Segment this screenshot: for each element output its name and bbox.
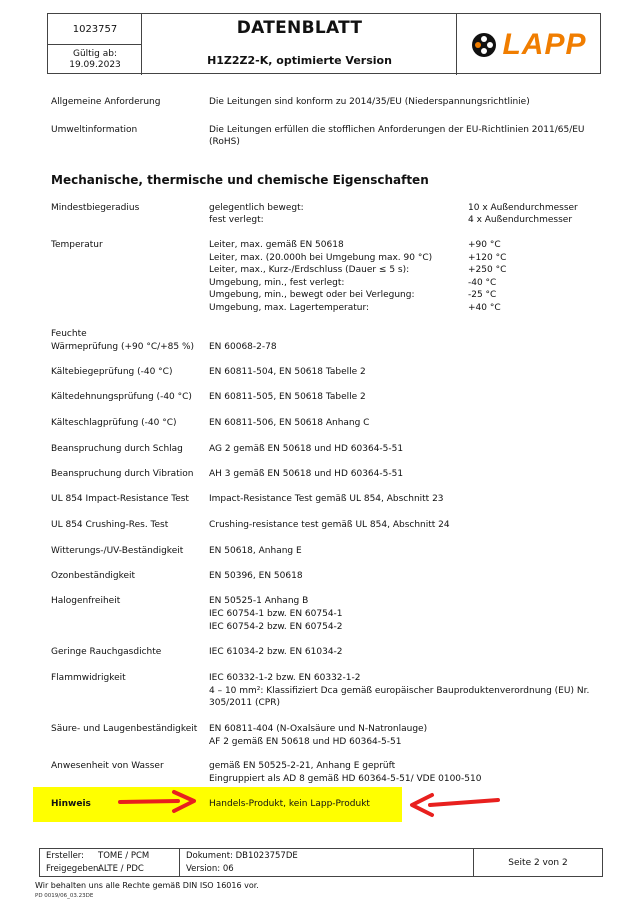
author-cell (40, 849, 180, 876)
product-name: H1Z2Z2-K, optimierte Version (207, 53, 392, 67)
flame-label: Flammwidrigkeit (51, 673, 126, 683)
bending-val: 10 x Außendurchmesser (468, 203, 578, 213)
smoke-value: IEC 61034-2 bzw. EN 61034-2 (209, 647, 343, 657)
halogen-value: IEC 60754-2 bzw. EN 60754-2 (209, 622, 343, 632)
document-footer (39, 848, 603, 877)
author-value: TOME / PCM (98, 851, 150, 861)
property-label: Ozonbeständigkeit (51, 571, 136, 581)
property-label: UL 854 Impact-Resistance Test (51, 494, 189, 504)
property-value: AH 3 gemäß EN 50618 und HD 60364-5-51 (209, 469, 404, 479)
document-cell (180, 849, 474, 876)
property-label: Kälteschlagprüfung (-40 °C) (51, 418, 177, 428)
bending-desc: fest verlegt: (209, 215, 264, 225)
bending-label: Mindestbiegeradius (51, 203, 140, 213)
property-value: EN 50396, EN 50618 (209, 571, 303, 581)
temperature-val: +120 °C (468, 252, 507, 263)
property-label: Witterungs-/UV-Beständigkeit (51, 546, 184, 556)
temperature-desc: Leiter, max. (20.000h bei Umgebung max. 90 °C) (209, 252, 433, 263)
property-value: EN 60811-505, EN 50618 Tabelle 2 (209, 392, 366, 402)
valid-label: Gültig ab: (72, 49, 118, 59)
doc-title: DATENBLATT (236, 17, 363, 38)
page-number: Seite 2 von 2 (508, 857, 568, 868)
hinweis-label: Hinweis (51, 799, 91, 809)
temperature-desc: Umgebung, min., bewegt oder bei Verlegung: (209, 290, 415, 300)
water-label: Anwesenheit von Wasser (51, 761, 164, 771)
acid-value: EN 60811-404 (N-Oxalsäure und N-Natronlauge) (209, 724, 428, 734)
halogen-value: IEC 60754-1 bzw. EN 60754-1 (209, 609, 343, 619)
general-requirement-value: Die Leitungen sind konform zu 2014/35/EU (Niederspannungsrichtlinie) (209, 97, 530, 107)
environment-label: Umweltinformation (51, 125, 138, 135)
doc-id-cell (48, 14, 142, 75)
approver-value: ALTE / PDC (98, 864, 144, 874)
humidity-value: EN 60068-2-78 (209, 342, 277, 352)
property-value: EN 60811-506, EN 50618 Anhang C (209, 418, 370, 428)
temperature-desc: Leiter, max., Kurz-/Erdschluss (Dauer ≤ 5 s): (209, 265, 410, 275)
property-value: AG 2 gemäß EN 50618 und HD 60364-5-51 (209, 444, 404, 454)
property-value: EN 60811-504, EN 50618 Tabelle 2 (209, 367, 366, 377)
temperature-label: Temperatur (51, 240, 103, 250)
temperature-val: +90 °C (468, 240, 501, 250)
environment-value-1: Die Leitungen erfüllen die stofflichen Anforderungen der EU-Richtlinien 2011/65/EU (209, 125, 585, 135)
water-value: gemäß EN 50525-2-21, Anhang E geprüft (209, 761, 396, 771)
property-value: Crushing-resistance test gemäß UL 854, Abschnitt 24 (209, 520, 450, 530)
property-label: Kältedehnungsprüfung (-40 °C) (51, 392, 192, 402)
flame-value: 305/2011 (CPR) (209, 698, 280, 708)
section-title: Mechanische, thermische und chemische Eigenschaften (51, 173, 429, 187)
rights-note: Wir behalten uns alle Rechte gemäß DIN ISO 16016 vor. (35, 881, 259, 890)
doc-number: 1023757 (48, 14, 142, 45)
humidity-label-2: Wärmeprüfung (+90 °C/+85 %) (51, 342, 195, 352)
form-code: PD 0019/06_03.23DE (35, 893, 94, 899)
property-label: Kältebiegeprüfung (-40 °C) (51, 367, 173, 377)
document-version: Version: 06 (186, 864, 234, 874)
approver-label: Freigegeben: (46, 864, 102, 874)
property-label: Beanspruchung durch Vibration (51, 469, 194, 479)
acid-value: AF 2 gemäß EN 50618 und HD 60364-5-51 (209, 737, 402, 747)
flame-value: IEC 60332-1-2 bzw. EN 60332-1-2 (209, 673, 361, 683)
temperature-desc: Leiter, max. gemäß EN 50618 (209, 240, 344, 250)
temperature-desc: Umgebung, max. Lagertemperatur: (209, 302, 370, 313)
acid-label: Säure- und Laugenbeständigkeit (51, 724, 198, 734)
cable-cross-section-icon (472, 33, 496, 57)
brand-logo (457, 14, 602, 75)
hinweis-value: Handels-Produkt, kein Lapp-Produkt (209, 799, 370, 809)
document-header (47, 13, 601, 74)
right-arrow-icon (118, 788, 198, 816)
halogen-value: EN 50525-1 Anhang B (209, 596, 309, 606)
temperature-val: -40 °C (468, 277, 497, 288)
temperature-val: +250 °C (468, 265, 507, 275)
temperature-val: -25 °C (468, 290, 497, 300)
flame-value: 4 – 10 mm²: Klassifiziert Dca gemäß europäischer Bauproduktenverordnung (EU) Nr. (209, 686, 590, 696)
left-arrow-icon (408, 790, 500, 820)
property-value: Impact-Resistance Test gemäß UL 854, Abschnitt 23 (209, 494, 444, 504)
temperature-val: +40 °C (468, 302, 501, 313)
halogen-label: Halogenfreiheit (51, 596, 121, 606)
author-label: Ersteller: (46, 851, 85, 861)
property-value: EN 50618, Anhang E (209, 546, 302, 556)
valid-from (48, 45, 142, 75)
water-value: Eingruppiert als AD 8 gemäß HD 60364-5-51/ VDE 0100-510 (209, 774, 482, 784)
title-cell (142, 14, 457, 75)
property-label: UL 854 Crushing-Res. Test (51, 520, 169, 530)
bending-desc: gelegentlich bewegt: (209, 203, 304, 213)
property-label: Beanspruchung durch Schlag (51, 444, 183, 454)
valid-date: 19.09.2023 (69, 60, 121, 70)
document-id: Dokument: DB1023757DE (186, 851, 298, 861)
general-requirement-label: Allgemeine Anforderung (51, 97, 161, 107)
humidity-label: Feuchte (51, 329, 87, 339)
bending-val: 4 x Außendurchmesser (468, 215, 573, 225)
smoke-label: Geringe Rauchgasdichte (51, 647, 162, 657)
temperature-desc: Umgebung, min., fest verlegt: (209, 277, 345, 288)
brand-name: LAPP (502, 27, 587, 61)
environment-value-2: (RoHS) (209, 137, 240, 147)
